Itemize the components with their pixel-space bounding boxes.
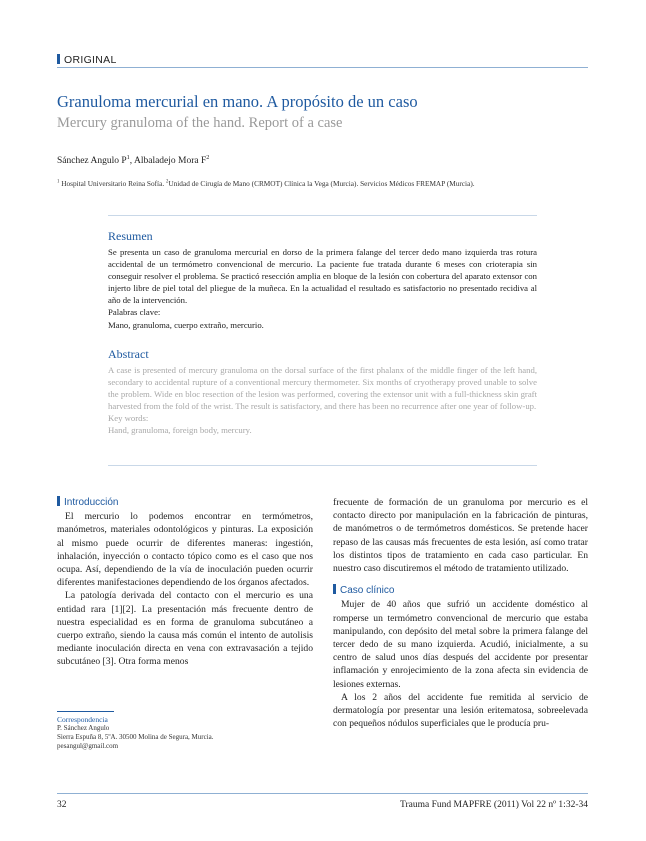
resumen-keywords-label: Palabras clave: xyxy=(108,307,161,318)
header-rule xyxy=(57,67,588,68)
article-subtitle: Mercury granuloma of the hand. Report of a case xyxy=(57,115,343,131)
abstract-bottom-rule xyxy=(108,465,537,466)
intro-paragraph: El mercurio lo podemos encontrar en termómetros, manómetros, materiales odontológicos y pinturas. La exposición al mismo puede ocurrir de diferentes maneras: ingestión, inhalación, inyección o contacto tópico como es el caso que nos ocupa. Así, dependiendo de la vía de inoculación pueden ocurrir diferentes manifestaciones dependiendo de los órganos afectados. xyxy=(57,511,313,589)
correspondence-name: P. Sánchez Angulo xyxy=(57,724,110,732)
affil-mark: 2 xyxy=(165,179,169,185)
author-name: Sánchez Angulo P xyxy=(57,156,127,166)
author-list xyxy=(57,156,209,166)
article-title: Granuloma mercurial en mano. A propósito de un caso xyxy=(57,92,418,111)
affil-mark: 1 xyxy=(57,179,60,185)
heading-bar-icon xyxy=(57,496,60,506)
abstract-keywords-label: Key words: xyxy=(108,413,149,424)
intro-paragraph-cont: frecuente de formación de un granuloma por mercurio es el contacto directo por manipulación en la fabricación de pinturas, de manómetros o de termómetros domésticos. Se pretende hacer repaso de las causas más frecuentes de esta lesión, así como tratar los distintos tipos de tratamiento en cada caso particular. En nuestro caso discutiremos el método de tratamiento utilizado. xyxy=(333,497,588,575)
section-bar-icon xyxy=(57,54,60,64)
resumen-block xyxy=(108,229,537,331)
case-paragraph: A los 2 años del accidente fue remitida al servicio de dermatología por presentar una lesión eritematosa, sobreelevada con pequeños nódulos superficiales que le producía pru- xyxy=(333,691,588,730)
affiliation-text: Unidad de Cirugía de Mano (CRMOT) Clínica la Vega (Murcia). Servicios Médicos FREMAP (Murcia). xyxy=(168,179,475,188)
author-affil-mark: 1 xyxy=(126,154,130,161)
resumen-text: Se presenta un caso de granuloma mercurial en dorso de la primera falange del tercer dedo mano izquierda tras rotura accidental de un termómetro convencional de mercurio. La paciente fue tratada durante 6 meses con crioterapia sin conseguir resolver el problema. Se practicó resección amplia en bloque de la lesión con cobertura del aparato extensor con injerto libre de piel total del pliegue de la muñeca. En la actualidad el resultado es satisfactorio no presentado recidiva al año de la intervención. xyxy=(108,247,537,306)
affiliation-text: Hospital Universitario Reina Sofía. xyxy=(59,179,166,188)
case-heading: Caso clínico xyxy=(333,584,588,597)
intro-paragraph: La patología derivada del contacto con el mercurio es una entidad rara [1][2]. La presentación más frecuente dentro de nuestra especialidad es en forma de granuloma subcutáneo a cuerpo extraño, siendo la causa más común el intento de autolisis mediante inoculación directa en vena con extravasación a tejido subcutáneo [3]. Otra forma menos xyxy=(57,590,313,668)
abstract-keywords: Hand, granuloma, foreign body, mercury. xyxy=(108,425,252,436)
correspondence-address: Sierra Espuña 8, 5ºA. 30500 Molina de Segura, Murcia. xyxy=(57,733,214,741)
intro-heading: Introducción xyxy=(57,496,313,509)
section-tag: ORIGINAL xyxy=(57,54,117,66)
journal-citation: Trauma Fund MAPFRE (2011) Vol 22 nº 1:32-34 xyxy=(400,800,588,810)
resumen-heading: Resumen xyxy=(108,229,153,243)
author-separator: , xyxy=(129,156,134,166)
author-affil-mark: 2 xyxy=(206,154,210,161)
correspondence-heading: Correspondencia xyxy=(57,715,108,724)
footer-rule xyxy=(57,793,588,794)
heading-bar-icon xyxy=(333,584,336,594)
correspondence-rule xyxy=(57,711,114,712)
affiliations xyxy=(57,179,475,188)
resumen-keywords: Mano, granuloma, cuerpo extraño, mercurio. xyxy=(108,319,264,330)
abstract-text: A case is presented of mercury granuloma on the dorsal surface of the first phalanx of the middle finger of the left hand, secondary to accidental rupture of a conventional mercury thermometer. Six months of cryotherapy proved unable to solve the problem. Wide en bloc resection of the lesion was performed, covering the extensor unit with a full-thickness skin graft harvested from the fold of the wrist. The result is satisfactory, and there has been no recurrence after one year of follow-up. xyxy=(108,365,537,412)
right-column xyxy=(333,496,588,730)
correspondence-email[interactable]: pesangul@gmail.com xyxy=(57,742,119,750)
correspondence xyxy=(57,711,287,751)
left-column xyxy=(57,496,313,669)
page-number: 32 xyxy=(57,800,67,810)
author-name: Albaladejo Mora F xyxy=(133,156,207,166)
case-paragraph: Mujer de 40 años que sufrió un accidente doméstico al romperse un termómetro convencional de mercurio que estaba manipulando, con depósito del metal sobre la primera falange del tercer dedo de su mano izquierda. Acudió, inicialmente, a su centro de salud unos días después del accidente por presentar inflamación y enrojecimiento de la zona afecta sin evidencia de lesiones externas. xyxy=(333,599,588,690)
abstract-block xyxy=(108,347,537,437)
abstract-top-rule xyxy=(108,215,537,216)
abstract-heading: Abstract xyxy=(108,347,149,361)
